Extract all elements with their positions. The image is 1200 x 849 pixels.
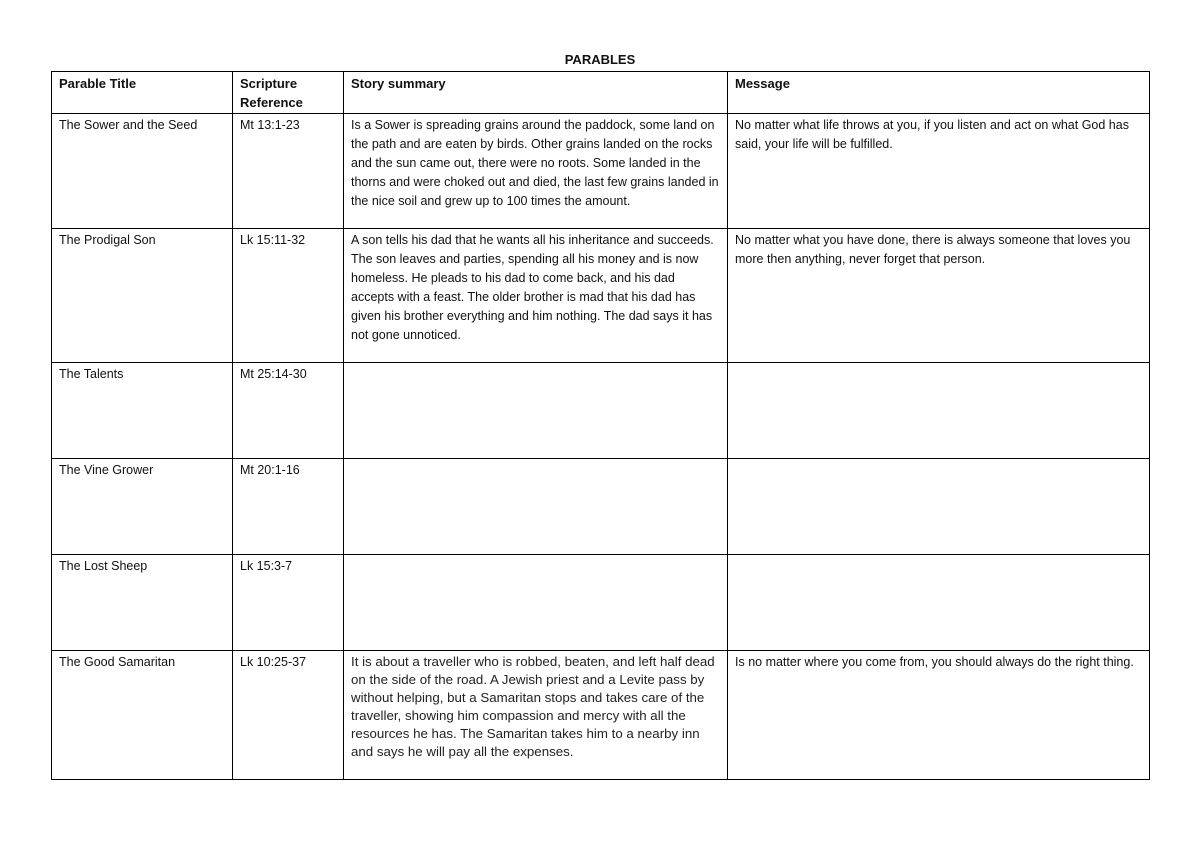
cell-message: No matter what you have done, there is always someone that loves you more then anything, never forget that person. [728, 229, 1150, 363]
cell-message [728, 363, 1150, 459]
cell-story-summary [344, 363, 728, 459]
cell-parable-title: The Sower and the Seed [52, 114, 233, 229]
cell-story-summary: A son tells his dad that he wants all his inheritance and succeeds. The son leaves and parties, spending all his money and is now homeless. He pleads to his dad to come back, and his dad accepts with a feast. The older brother is mad that his dad has given his brother everything and him nothing. The dad says it has not gone unnoticed. [344, 229, 728, 363]
table-row [52, 555, 1150, 651]
cell-scripture-reference: Mt 13:1-23 [233, 114, 344, 229]
table-row [52, 363, 1150, 459]
cell-parable-title: The Prodigal Son [52, 229, 233, 363]
table-row [52, 229, 1150, 363]
parables-table [51, 71, 1150, 780]
header-parable-title: Parable Title [52, 72, 233, 114]
cell-message: Is no matter where you come from, you should always do the right thing. [728, 651, 1150, 780]
cell-message [728, 555, 1150, 651]
header-message: Message [728, 72, 1150, 114]
cell-scripture-reference: Lk 15:3-7 [233, 555, 344, 651]
cell-parable-title: The Lost Sheep [52, 555, 233, 651]
table-row [52, 651, 1150, 780]
cell-story-summary: It is about a traveller who is robbed, beaten, and left half dead on the side of the road. A Jewish priest and a Levite pass by without helping, but a Samaritan stops and takes care of the traveller, showing him compassion and mercy with all the resources he has. The Samaritan takes him to a nearby inn and says he will pay all the expenses. [344, 651, 728, 780]
cell-story-summary [344, 555, 728, 651]
page-title: PARABLES [564, 52, 636, 67]
cell-parable-title: The Vine Grower [52, 459, 233, 555]
cell-parable-title: The Good Samaritan [52, 651, 233, 780]
header-story-summary: Story summary [344, 72, 728, 114]
cell-scripture-reference: Lk 15:11-32 [233, 229, 344, 363]
cell-scripture-reference: Mt 25:14-30 [233, 363, 344, 459]
cell-scripture-reference: Lk 10:25-37 [233, 651, 344, 780]
cell-story-summary: Is a Sower is spreading grains around the paddock, some land on the path and are eaten by birds. Other grains landed on the rocks and the sun came out, there were no roots. Some landed in the thorns and were choked out and died, the last few grains landed in the nice soil and grew up to 100 times the amount. [344, 114, 728, 229]
cell-parable-title: The Talents [52, 363, 233, 459]
cell-scripture-reference: Mt 20:1-16 [233, 459, 344, 555]
cell-story-summary [344, 459, 728, 555]
header-scripture-reference: Scripture Reference [233, 72, 344, 114]
table-row [52, 459, 1150, 555]
cell-message: No matter what life throws at you, if you listen and act on what God has said, your life will be fulfilled. [728, 114, 1150, 229]
table-row [52, 114, 1150, 229]
header-row [52, 72, 1150, 114]
cell-message [728, 459, 1150, 555]
